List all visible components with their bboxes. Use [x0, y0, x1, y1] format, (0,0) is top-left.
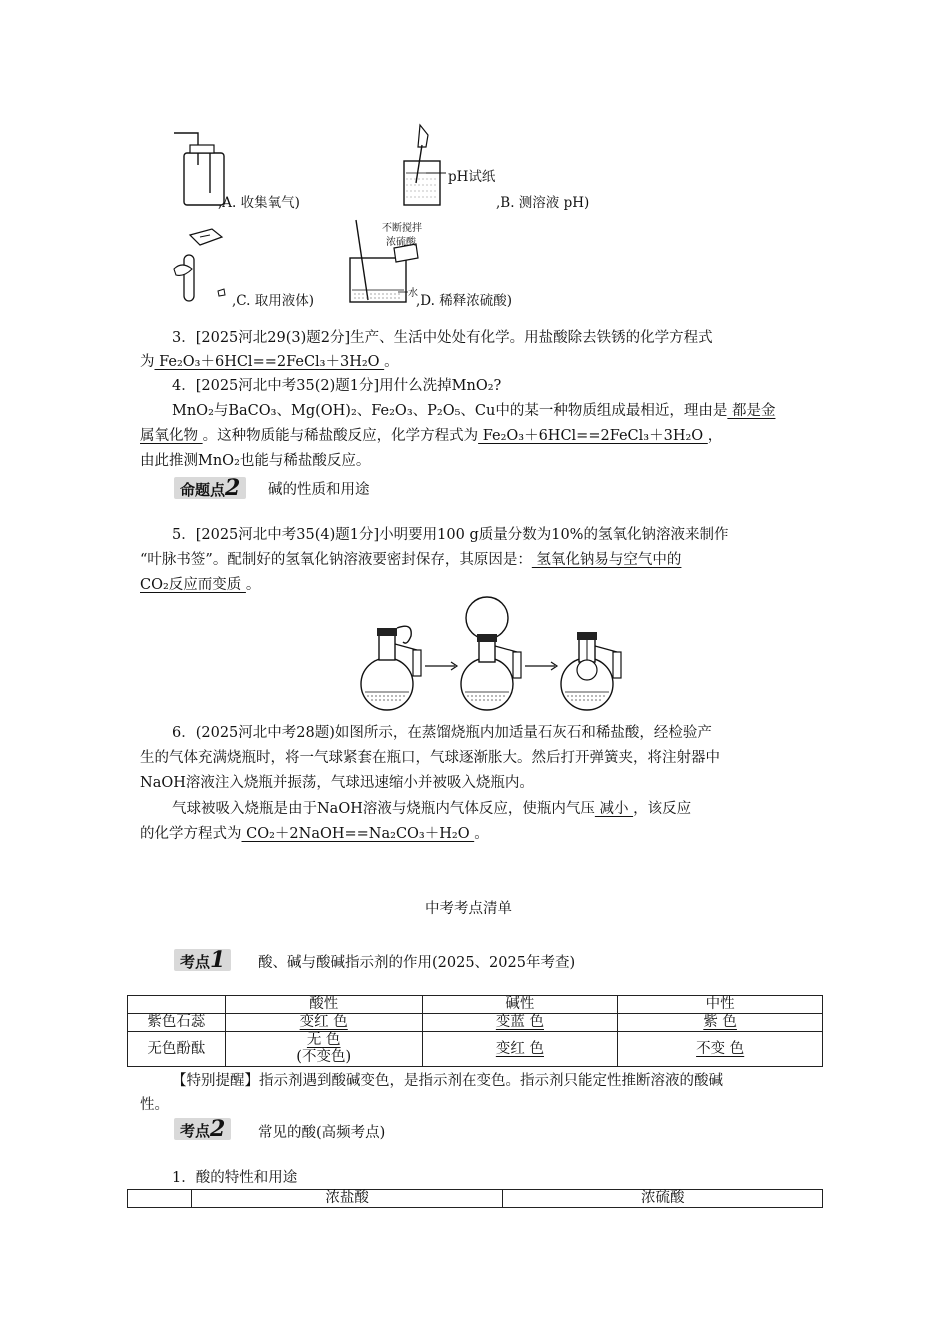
- q5-line3: [140, 575, 260, 595]
- kp1-badge: [174, 949, 231, 971]
- q4-answer-b: 属氧化物: [140, 428, 203, 444]
- table-header-cell: 中性: [618, 996, 823, 1014]
- fig-c-caption: ,C. 取用液体): [232, 293, 314, 309]
- phenol-acid-note: (不变色): [296, 1049, 352, 1065]
- phenol-base-answer: 变红 色: [495, 1040, 544, 1057]
- q3-post: 。: [384, 354, 399, 370]
- q6-answer-a: 减小: [594, 801, 634, 817]
- kp1-title: 酸、碱与酸碱指示剂的作用(2025、2025年考查): [258, 955, 576, 971]
- table-header-cell: 酸性: [225, 996, 422, 1014]
- q6-l5-pre: 的化学方程式为: [140, 826, 242, 842]
- q6-answer-b: CO₂＋2NaOH==Na₂CO₃＋H₂O: [241, 826, 475, 842]
- q4-line2: [172, 401, 775, 421]
- ph-paper-label: pH试纸: [448, 169, 496, 185]
- point2-badge-num: 2: [225, 475, 241, 501]
- q4-answer-a: 都是金: [727, 403, 776, 419]
- q5-answer-a: 氢氧化钠易与空气中的: [531, 552, 682, 568]
- point2-title: 碱的性质和用途: [268, 482, 370, 498]
- q5-answer-b: CO₂反应而变质: [140, 577, 246, 593]
- table-cell: [422, 1032, 618, 1067]
- kp1-badge-label: 考点: [180, 953, 211, 971]
- table-cell: [618, 1014, 823, 1032]
- stir-label: 不断搅拌: [382, 223, 422, 234]
- take-liquid-figure: [170, 225, 230, 305]
- q4-line3: [140, 426, 722, 446]
- q6-line2: 生的气体充满烧瓶时，将一气球紧套在瓶口，气球逐渐胀大。然后打开弹簧夹，将注射器中: [140, 750, 720, 766]
- water-label: 水: [408, 288, 418, 299]
- kp1-badge-num: 1: [210, 947, 226, 973]
- q4-line1: 4．[2025河北中考35(2)题1分]用什么洗掉MnO₂?: [172, 378, 502, 394]
- flask-3: [561, 632, 621, 710]
- q6-l4-post: ，该反应: [633, 801, 692, 817]
- table-row-label: 紫色石蕊: [128, 1014, 226, 1032]
- q6-l4-pre: 气球被吸入烧瓶是由于NaOH溶液与烧瓶内气体反应，使瓶内气压: [172, 801, 595, 817]
- kp2-badge-label: 考点: [180, 1122, 211, 1140]
- q3-line2: [140, 352, 399, 372]
- tip-line1: 【特别提醒】指示剂遇到酸碱变色，是指示剂在变色。指示剂只能定性推断溶液的酸碱: [172, 1073, 723, 1089]
- q6-line1: 6．(2025河北中考28题)如图所示，在蒸馏烧瓶内加适量石灰石和稀盐酸，经检验产: [172, 725, 712, 741]
- q3-pre: 为: [140, 354, 155, 370]
- table-cell: [422, 1014, 618, 1032]
- q5-line2: [140, 550, 681, 570]
- q3-answer: Fe₂O₃＋6HCl==2FeCl₃＋3H₂O: [154, 354, 385, 370]
- flask-2: [461, 597, 521, 710]
- acid-table: [127, 1189, 823, 1208]
- q6-line5: [140, 824, 489, 844]
- table-header-cell: 浓硫酸: [503, 1190, 823, 1208]
- q4-answer-c: Fe₂O₃＋6HCl==2FeCl₃＋3H₂O: [478, 428, 708, 444]
- kp2-badge: [174, 1118, 231, 1140]
- flask-sequence-figure: [355, 596, 635, 711]
- phenol-neutral-answer: 不变 色: [696, 1040, 745, 1057]
- q6-line4: [172, 799, 691, 819]
- kp2-title: 常见的酸(高频考点): [258, 1125, 386, 1141]
- table-row-label: 无色酚酞: [128, 1032, 226, 1067]
- q5-post: 。: [245, 577, 261, 593]
- fig-a-caption: ,A. 收集氧气): [218, 195, 300, 211]
- q5-pre: “叶脉书签”。配制好的氢氧化钠溶液要密封保存，其原因是：: [140, 552, 532, 568]
- acid-heading: 1．酸的特性和用途: [172, 1170, 298, 1186]
- table-header-cell: [128, 1190, 192, 1208]
- fig-d-caption: ,D. 稀释浓硫酸): [416, 293, 512, 309]
- kp2-badge-num: 2: [210, 1116, 226, 1142]
- table-header-cell: 碱性: [422, 996, 618, 1014]
- q4-mid: 。这种物质能与稀盐酸反应，化学方程式为: [202, 428, 479, 444]
- phenol-acid-answer: 无 色: [306, 1032, 341, 1048]
- q6-l5-post: 。: [474, 826, 489, 842]
- conc-acid-label: 浓硫酸: [386, 237, 416, 248]
- indicator-table: [127, 995, 823, 1067]
- table-cell: [618, 1032, 823, 1067]
- q4-pre: MnO₂与BaCO₃、Mg(OH)₂、Fe₂O₃、P₂O₅、Cu中的某一种物质组成最相近，理由是: [172, 403, 728, 419]
- q4-line4: 由此推测MnO₂也能与稀盐酸反应。: [140, 453, 371, 469]
- tip-line2: 性。: [140, 1097, 169, 1113]
- q6-line3: NaOH溶液注入烧瓶并振荡，气球迅速缩小并被吸入烧瓶内。: [140, 775, 534, 791]
- table-header-cell: 浓盐酸: [191, 1190, 503, 1208]
- litmus-acid-answer: 变红 色: [299, 1014, 348, 1030]
- litmus-neutral-answer: 紫 色: [703, 1014, 737, 1030]
- section-title: 中考考点清单: [425, 901, 512, 917]
- flask-1: [361, 626, 421, 710]
- q4-post: ，: [707, 428, 723, 444]
- table-cell: [225, 1014, 422, 1032]
- q5-line1: 5．[2025河北中考35(4)题1分]小明要用100 g质量分数为10%的氢氧化钠溶液来制作: [172, 527, 729, 543]
- litmus-base-answer: 变蓝 色: [495, 1014, 544, 1030]
- table-cell: [225, 1032, 422, 1067]
- q3-line1: 3．[2025河北29(3)题2分]生产、生活中处处有化学。用盐酸除去铁锈的化学方程式: [172, 330, 713, 346]
- point2-badge-label: 命题点: [180, 481, 226, 499]
- fig-b-caption: ,B. 测溶液 pH): [496, 195, 590, 211]
- point2-badge: [174, 477, 246, 499]
- table-header-cell: [128, 996, 226, 1014]
